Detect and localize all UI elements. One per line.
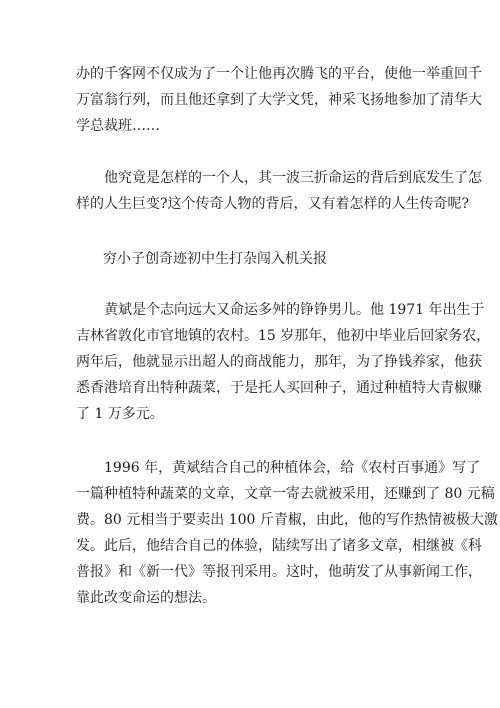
text-line: 办的千客网不仅成为了一个让他再次腾飞的平台，使他一举重回千 (76, 66, 482, 82)
text-line: 样的人生巨变?这个传奇人物的背后，又有着怎样的人生传奇呢? (76, 196, 470, 212)
text-line: 普报》和《新一代》等报刊采用。这时，他萌发了从事新闻工作， (76, 564, 482, 580)
text-line: 靠此改变命运的想法。 (76, 590, 216, 606)
text-line: 了 1 万多元。 (76, 406, 164, 422)
text-line: 发。此后，他结合自己的体验，陆续写出了诸多文章，相继被《科 (76, 538, 482, 554)
text-line: 两年后，他就显示出超人的商战能力，那年，为了挣钱养家，他获 (76, 354, 482, 370)
text-line: 吉林省敦化市官地镇的农村。15 岁那年，他初中毕业后回家务农， (76, 328, 491, 344)
text-line: 万富翁行列，而且他还拿到了大学文凭，神采飞扬地参加了清华大 (76, 92, 482, 108)
text-line: 悉香港培育出特种蔬菜，于是托人买回种子，通过种植特大青椒赚 (76, 380, 482, 396)
text-line: 黄斌是个志向远大又命运多舛的铮铮男儿。他 1971 年出生于 (76, 302, 485, 318)
text-line: 一篇种植特种蔬菜的文章，文章一寄去就被采用，还赚到了 80 元稿 (76, 486, 495, 502)
paragraph-2 (76, 165, 482, 217)
text-line: 1996 年，黄斌结合自己的种植体会，给《农村百事通》写了 (76, 460, 481, 476)
paragraph-4 (76, 455, 498, 611)
text-line: 费。80 元相当于要卖出 100 斤青椒，由此，他的写作热情被极大激 (76, 512, 498, 528)
text-line: 学总裁班…… (76, 118, 160, 134)
section-heading: 穷小子创奇迹初中生打杂闯入机关报 (103, 251, 327, 267)
paragraph-3 (76, 297, 491, 427)
paragraph-1 (76, 61, 482, 139)
text-line: 他究竟是怎样的一个人，其一波三折命运的背后到底发生了怎 (76, 170, 482, 186)
